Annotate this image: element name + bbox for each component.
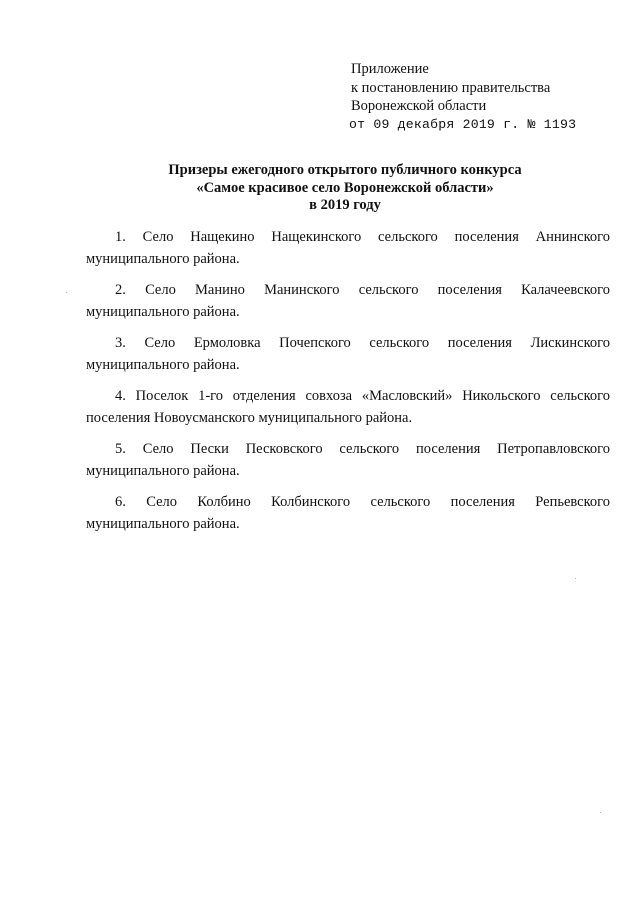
list-item-first-line: 3. Село Ермоловка Почепского сельского поселения Лискинского (115, 335, 610, 351)
winners-list (86, 226, 610, 544)
list-item-continuation: муниципального района. (86, 357, 240, 373)
list-item-continuation: муниципального района. (86, 251, 240, 267)
scan-speck (575, 578, 576, 579)
list-item-continuation: муниципального района. (86, 463, 240, 479)
list-item-first-line: 1. Село Нащекино Нащекинского сельского поселения Аннинского (115, 229, 610, 245)
list-item-first-line: 2. Село Манино Манинского сельского поселения Калачеевского (115, 282, 610, 298)
list-item (86, 385, 610, 429)
scan-speck (600, 812, 601, 813)
list-item (86, 491, 610, 535)
title-line-3: в 2019 году (309, 197, 381, 213)
list-item-first-line: 5. Село Пески Песковского сельского поселения Петропавловского (115, 441, 610, 457)
list-item (86, 332, 610, 376)
appendix-resolution-line: к постановлению правительства (351, 79, 551, 96)
appendix-date-number-stamp: от 09 декабря 2019 г. № 1193 (349, 116, 577, 132)
list-item (86, 438, 610, 482)
list-item-continuation: поселения Новоусманского муниципального района. (86, 410, 413, 426)
list-item-first-line: 4. Поселок 1-го отделения совхоза «Масловский» Никольского сельского (115, 388, 610, 404)
appendix-label: Приложение (351, 61, 429, 77)
appendix-block (351, 60, 576, 134)
list-item (86, 226, 610, 270)
appendix-region-line: Воронежской области (351, 98, 487, 114)
title-line-2: «Самое красивое село Воронежской области» (196, 179, 494, 196)
list-item-continuation: муниципального района. (86, 304, 240, 320)
scan-speck (66, 292, 67, 293)
title-line-1: Призеры ежегодного открытого публичного конкурса (168, 162, 522, 178)
list-item-continuation: муниципального района. (86, 516, 240, 532)
document-title (80, 162, 610, 215)
list-item-first-line: 6. Село Колбино Колбинского сельского поселения Репьевского (115, 494, 610, 510)
list-item (86, 279, 610, 323)
